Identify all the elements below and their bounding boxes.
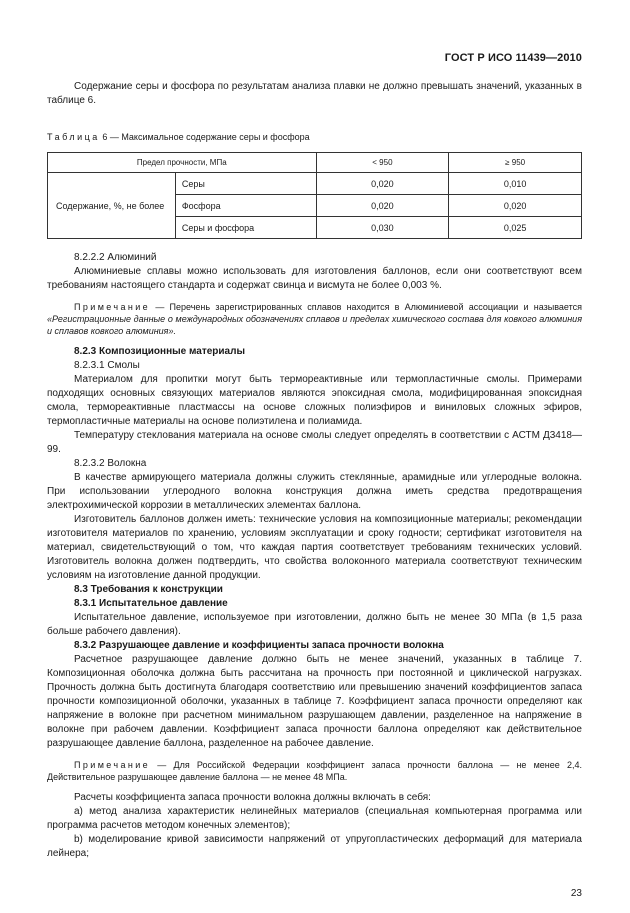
page-content (47, 80, 582, 861)
header-cell-lt950: < 950 (316, 153, 449, 173)
calc-intro: Расчеты коэффициента запаса прочности волокна должны включать в себя: (74, 792, 431, 803)
row-value: 0,010 (449, 173, 582, 195)
row-value: 0,020 (316, 173, 449, 195)
row-name: Серы (175, 173, 316, 195)
note-label: Примечание (74, 302, 151, 312)
note-russia (47, 759, 582, 783)
header-cell-ge950: ≥ 950 (449, 153, 582, 173)
glass-transition-paragraph: Температуру стеклования материала на основе смолы следует определять в соответствии с АСТМ Д3418—99. (47, 430, 582, 455)
section-8232-title: 8.2.3.2 Волокна (74, 458, 147, 469)
test-pressure-paragraph: Испытательное давление, используемое при изготовлении, должно быть не менее 30 МПа (в 1,5 раза больше рабочего давления). (47, 612, 582, 637)
section-83-title: 8.3 Требования к конструкции (74, 584, 223, 595)
intro-paragraph: Содержание серы и фосфора по результатам анализа плавки не должно превышать значений, указанных в таблице 6. (47, 81, 582, 106)
table-caption-label: Таблица (47, 132, 100, 142)
section-831-title: 8.3.1 Испытательное давление (74, 598, 228, 609)
row-head-content: Содержание, %, не более (48, 173, 176, 239)
row-value: 0,025 (449, 217, 582, 239)
calc-item-b: b) моделирование кривой зависимости напряжений от упругопластических деформаций для материала лейнера; (47, 834, 582, 859)
table-caption-text: 6 — Максимальное содержание серы и фосфора (102, 132, 310, 142)
calc-item-a: а) метод анализа характеристик нелинейных материалов (специальная компьютерная программа или программа расчетов методом конечных элементов); (47, 806, 582, 831)
section-8222-title: 8.2.2.2 Алюминий (74, 252, 157, 263)
resins-paragraph: Материалом для пропитки могут быть термореактивные или термопластичные смолы. Примерами подходящих основных связующих материалов являются эпоксидная смола, модифицированная эпоксидная смола, термореактивные пластмассы на основе сложных полиэфиров и виниловых сложных эфиров, термопластичные материалы на основе полиэтилена и полиамида. (47, 374, 582, 427)
note-italic-text: «Регистрационные данные о международных обозначениях сплавов и пределах химического состава для ковкого алюминия и сплавов ковкого алюминия». (47, 314, 582, 336)
row-value: 0,030 (316, 217, 449, 239)
sulfur-phosphorus-table (47, 152, 582, 239)
note-label: Примечание (74, 760, 151, 770)
row-value: 0,020 (316, 195, 449, 217)
standard-header: ГОСТ Р ИСО 11439—2010 (444, 52, 582, 64)
section-823-title: 8.2.3 Композиционные материалы (74, 346, 245, 357)
fibres-paragraph: В качестве армирующего материала должны служить стеклянные, арамидные или углеродные волокна. При использовании углеродного волокна конструкция должна иметь средства предотвращения электрохимической коррозии в металлических элементах баллона. (47, 472, 582, 511)
section-8231-title: 8.2.3.1 Смолы (74, 360, 140, 371)
page-number: 23 (570, 888, 582, 899)
table-header-row (48, 153, 582, 173)
row-name: Фосфора (175, 195, 316, 217)
table-caption (47, 130, 582, 144)
section-8222-text: Алюминиевые сплавы можно использовать для изготовления баллонов, если они соответствуют всем требованиям настоящего стандарта и содержат свинца и висмута не более 0,003 %. (47, 266, 582, 291)
note-aluminium (47, 301, 582, 337)
note-text: — Для Российской Федерации коэффициент запаса прочности баллона — не менее 2,4. Действительное разрушающее давление баллона — не менее 48 МПа. (47, 760, 582, 782)
row-name: Серы и фосфора (175, 217, 316, 239)
burst-pressure-paragraph: Расчетное разрушающее давление должно быть не менее значений, указанных в таблице 7. Композиционная оболочка должна быть рассчитана на прочность при постоянной и циклической нагрузках. Прочность должна быть достигнута благодаря соответствию или превышению значений коэффициентов запаса прочности композиционной оболочки, указанных в таблице 7. Коэффициент запаса прочности определяют как напряжение в волокне при расчетном минимальном разрушающем давлении, разделенное на напряжение в волокне при рабочем давлении. Коэффициент запаса прочности баллона определяют как действительное разрушающее давление баллона, разделенное на рабочее давление. (47, 654, 582, 749)
row-value: 0,020 (449, 195, 582, 217)
header-cell-strength: Предел прочности, МПа (48, 153, 317, 173)
manufacturer-paragraph: Изготовитель баллонов должен иметь: технические условия на композиционные материалы; рекомендации изготовителя материалов по хранению, условиям эксплуатации и сроку годности; сертификат изготовителя на материал, свидетельствующий о том, что каждая партия соответствует требованиям технических условий. Изготовитель волокна должен подтвердить, что свойства волоконного материала соответствуют техническим условиям на изготовление данной продукции. (47, 514, 582, 581)
table-row (48, 173, 582, 195)
section-832-title: 8.3.2 Разрушающее давление и коэффициенты запаса прочности волокна (74, 640, 444, 651)
note-text: — Перечень зарегистрированных сплавов находится в Алюминиевой ассоциации и называется (150, 302, 582, 312)
